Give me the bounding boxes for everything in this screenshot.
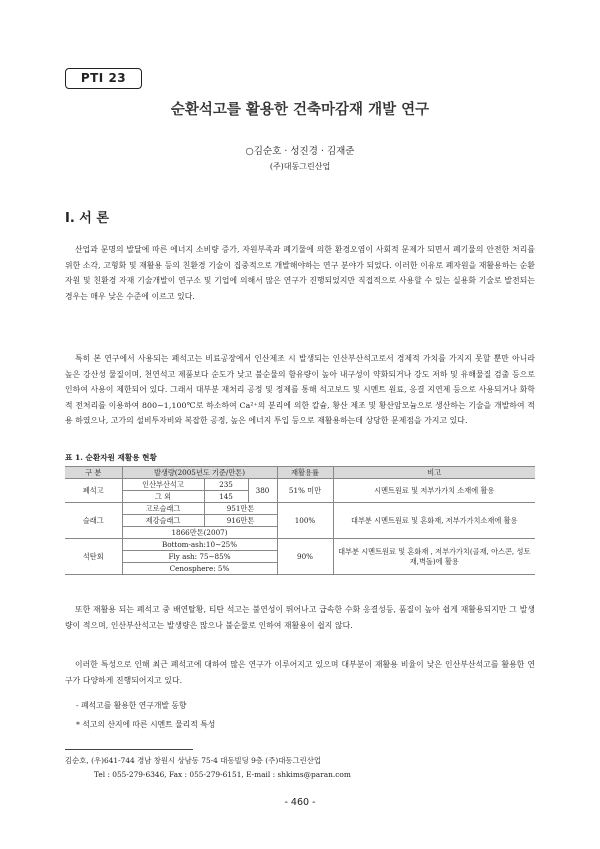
table-header-row [65, 467, 535, 479]
table-cell: 대부분 시멘트원료 및 혼화재, 저부가가치소재에 활용 [333, 503, 535, 539]
table-cell: 145 [204, 491, 248, 503]
affiliation: (주)대동그린산업 [269, 162, 331, 171]
table-cell: 고로슬래그 [122, 503, 204, 515]
table-cell: 그 외 [122, 491, 204, 503]
authors: ○김순호 · 성진경 · 김재준 [245, 146, 355, 157]
table-row [65, 539, 535, 551]
bullet-item: * 석고의 산지에 따른 시멘트 물리적 특성 [76, 720, 216, 729]
table-cell: Bottom-ash:10∼25% [122, 539, 277, 551]
table-header: 발생량(2005년도 기준/만톤) [122, 467, 277, 479]
table-cell: 인산부산석고 [122, 479, 204, 491]
table-cell: 제강슬래그 [122, 515, 204, 527]
table-cell: 51% 미만 [277, 479, 333, 503]
table-cell: 951만톤 [204, 503, 277, 515]
table-cell: 대부분 시멘트원료 및 혼화재 , 저부가가치(골재, 아스콘, 성토재,벽돌)에 활용 [333, 539, 535, 575]
table-cell: 380 [248, 479, 277, 503]
recycling-status-table [65, 466, 535, 575]
table-cell: 90% [277, 539, 333, 575]
body-paragraph: 산업과 문명의 발달에 따른 에너지 소비량 증가, 자원부족과 폐기물에 의한 환경오염이 사회적 문제가 되면서 폐기물의 안전한 처리를 위한 소각, 고형화 및 재활용 등의 친환경 기술이 집중적으로 개발해야하는 연구 분야가 되었다. 이러한 이유로 폐자원을 재활용하는 순환자원 및 친환경 자재 기술개발이 연구소 및 기업에 의해서 많은 연구가 진행되었지만 직접적으로 사용할 수 있는 실용화 기술로 발전되는 경우는 매우 낮은 수준에 이르고 있다. [65, 245, 535, 301]
body-paragraph: 또한 재활용 되는 폐석고 중 배연탈황, 티탄 석고는 불연성이 뛰어나고 급속한 수화 응결성등, 품질이 높아 쉽게 재활용되지만 그 발생량이 적으며, 인산부산석고는 발생량은 많으나 불순물로 인하여 재활용이 쉽지 않다. [65, 605, 535, 630]
category-cell: 석탄회 [65, 539, 122, 575]
footnote-contact: Tel : 055-279-6346, Fax : 055-279-6151, E-mail : shkims@paran.com [94, 770, 351, 779]
table-cell: Fly ash: 75∼85% [122, 551, 277, 563]
table-cell: Cenosphere: 5% [122, 563, 277, 575]
paper-title: 순환석고를 활용한 건축마감재 개발 연구 [170, 102, 430, 118]
footnote-divider [65, 749, 193, 750]
footnote-address: 김순호, (우)641-744 경남 창원시 상남동 75-4 대동빌딩 9층 (주)대동그린산업 [65, 756, 322, 765]
page-number: - 460 - [284, 797, 316, 808]
section-heading: I. 서 론 [65, 211, 109, 226]
table-caption: 표 1. 순환자원 재활용 현황 [65, 453, 157, 462]
table-cell: 916만톤 [204, 515, 277, 527]
table-cell: 100% [277, 503, 333, 539]
session-badge: PTI 23 [65, 68, 142, 89]
body-paragraph: 특히 본 연구에서 사용되는 폐석고는 비료공장에서 인산제조 시 발생되는 인산부산석고로서 경제적 가치를 가지지 못할 뿐만 아니라 높은 강산성 물질이며, 천연석고 제품보다 순도가 낮고 불순물의 함유량이 높아 내구성이 약화되거나 강도 저하 및 유해물질 검출 등으로 인하여 사용이 제한되어 있다. 그래서 대부분 재처리 공정 및 정제를 통해 석고보드 및 시멘트 원료, 응결 지연제 등으로 사용되거나 화학적 전처리를 이용하여 800∼1,100℃로 하소하여 Ca²⁺의 분리에 의한 칼슘, 황산 제조 및 황산암모늄으로 생산하는 기술을 개발하여 적용 하였으나, 고가의 설비투자비와 복잡한 공정, 높은 에너지 투입 등으로 재활용하는데 상당한 문제점을 가지고 있다. [65, 354, 535, 426]
table-header: 재활용률 [277, 467, 333, 479]
table-cell: 시멘트원료 및 저부가가치 소재에 활용 [333, 479, 535, 503]
table-row [65, 479, 535, 491]
bullet-item: - 폐석고를 활용한 연구개발 동향 [76, 701, 187, 710]
category-cell: 슬래그 [65, 503, 122, 539]
table-cell: 235 [204, 479, 248, 491]
table-header: 구 분 [65, 467, 122, 479]
category-cell: 폐석고 [65, 479, 122, 503]
table-header: 비고 [333, 467, 535, 479]
table-row [65, 503, 535, 515]
body-paragraph: 이러한 특성으로 인해 최근 폐석고에 대하여 많은 연구가 이루어지고 있으며 대부분이 재활용 비율이 낮은 인산부산석고를 활용한 연구가 다양하게 진행되어지고 있다. [65, 660, 535, 685]
table-cell: 1866만톤(2007) [122, 527, 277, 539]
